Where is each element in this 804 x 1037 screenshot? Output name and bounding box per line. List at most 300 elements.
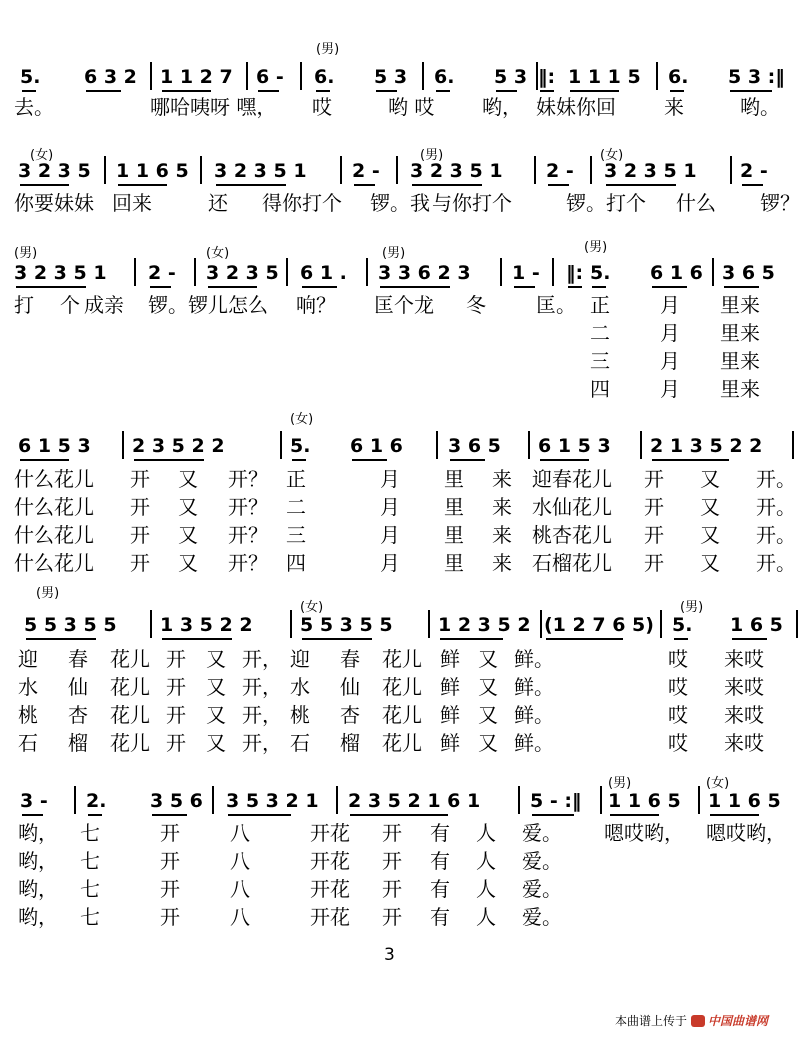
beam-line (440, 638, 503, 640)
lyric-text: 月 (660, 321, 680, 345)
beam-line (546, 638, 623, 640)
beam-line (436, 90, 450, 92)
lyric-text: 月 (380, 467, 400, 491)
lyric-text: 又 (206, 675, 226, 699)
voice-marker: (男) (14, 246, 38, 261)
note-group: 6 3 2 (84, 66, 137, 88)
lyric-text: 哎 (668, 675, 688, 699)
note-group: 3 2 3 5 (206, 262, 279, 284)
lyric-text: 人 (476, 905, 496, 929)
lyric-text: 又 (206, 703, 226, 727)
bar-line (340, 156, 342, 184)
note-group: ‖: (566, 262, 584, 284)
lyric-text: 与你打个 (432, 191, 512, 215)
note-group: 5. (20, 66, 41, 88)
note-group: 3 6 5 (448, 435, 501, 457)
lyric-text: 开？ (228, 495, 268, 519)
beam-line (670, 90, 684, 92)
lyric-text: 有 (430, 821, 450, 845)
lyric-text: 哟， (18, 877, 58, 901)
lyric-text: 鲜 (440, 703, 460, 727)
lyric-text: 开， (242, 731, 282, 755)
bar-line (536, 62, 538, 90)
beam-line (514, 286, 535, 288)
note-group: 1 1 6 5 (708, 790, 781, 812)
bar-line (246, 62, 248, 90)
lyric-text: 又 (700, 467, 720, 491)
voice-marker: (女) (206, 246, 230, 261)
beam-line (652, 286, 687, 288)
note-group: 5. (290, 435, 311, 457)
lyric-text: 锣。锣儿怎么 (148, 293, 268, 317)
lyric-text: 来 (492, 551, 512, 575)
bar-line (300, 62, 302, 90)
lyric-text: 开， (242, 675, 282, 699)
lyric-text: 花儿 (110, 703, 150, 727)
lyric-text: 来哎 (724, 703, 764, 727)
site-logo-icon (691, 1015, 705, 1027)
note-group: 3 - (20, 790, 48, 812)
lyric-text: 春 (68, 647, 88, 671)
beam-line (652, 459, 729, 461)
lyric-text: 哟， (18, 849, 58, 873)
lyric-text: 八 (230, 849, 250, 873)
beam-line (450, 459, 485, 461)
lyric-text: 哟， (18, 905, 58, 929)
note-group: 3 5 3 2 1 (226, 790, 319, 812)
note-group: 6 1 5 3 (18, 435, 91, 457)
beam-line (134, 459, 204, 461)
note-group: 5. (590, 262, 611, 284)
beam-line (592, 286, 606, 288)
note-group: 3 2 3 5 1 (604, 160, 697, 182)
beam-line (162, 90, 211, 92)
lyric-text: 开 (644, 551, 664, 575)
beam-line (732, 638, 767, 640)
note-group: 5 - :‖ (530, 790, 582, 812)
lyric-text: 开 (644, 495, 664, 519)
lyric-text: 开。 (756, 523, 796, 547)
lyric-text: 开 (160, 849, 180, 873)
lyric-text: 鲜 (440, 731, 460, 755)
bar-line (500, 258, 502, 286)
lyric-text: 七 (80, 849, 100, 873)
note-group: 1 3 5 2 2 (160, 614, 253, 636)
lyric-text: 人 (476, 849, 496, 873)
lyric-text: 开 (382, 821, 402, 845)
lyric-text: 开 (382, 877, 402, 901)
lyric-text: 又 (478, 675, 498, 699)
lyric-text: 杏 (340, 703, 360, 727)
note-group: 3 2 3 5 1 (410, 160, 503, 182)
lyric-text: 来 (492, 523, 512, 547)
lyric-text: 水 (290, 675, 310, 699)
lyric-text: 水 (18, 675, 38, 699)
beam-line (22, 90, 36, 92)
lyric-text: 里 (444, 523, 464, 547)
lyric-text: 月 (380, 495, 400, 519)
page-number: 3 (384, 945, 395, 965)
voice-marker: (男) (584, 240, 608, 255)
beam-line (496, 90, 517, 92)
note-group: 6. (314, 66, 335, 88)
lyric-text: 月 (380, 551, 400, 575)
lyric-text: 七 (80, 905, 100, 929)
bar-line (74, 786, 76, 814)
lyric-text: 来 (492, 495, 512, 519)
note-group: 2 - (352, 160, 380, 182)
voice-marker: (男) (316, 42, 340, 57)
lyric-text: 去。 (14, 95, 54, 119)
note-group: 3 3 6 2 3 (378, 262, 471, 284)
lyric-text: 鲜 (440, 647, 460, 671)
lyric-text: 桃 (290, 703, 310, 727)
bar-line (422, 62, 424, 90)
lyric-text: 什么花儿 (14, 551, 94, 575)
note-group: 3 2 3 5 1 (214, 160, 307, 182)
bar-line (600, 786, 602, 814)
beam-line (208, 286, 257, 288)
beam-line (674, 638, 688, 640)
lyric-text: 哎 (668, 731, 688, 755)
beam-line (532, 814, 574, 816)
lyric-text: 回来 (112, 191, 152, 215)
bar-line (134, 258, 136, 286)
voice-marker: (女) (290, 412, 314, 427)
lyric-text: 八 (230, 905, 250, 929)
note-group: 6 1 5 3 (538, 435, 611, 457)
note-group: 3 2 3 5 (18, 160, 91, 182)
lyric-text: 开 (130, 467, 150, 491)
note-group: 6 - (256, 66, 284, 88)
lyric-text: 哎 (668, 703, 688, 727)
bar-line (194, 258, 196, 286)
voice-marker: (男) (382, 246, 406, 261)
bar-line (104, 156, 106, 184)
lyric-text: 二 (590, 321, 610, 345)
note-group: 2 3 5 2 2 (132, 435, 225, 457)
lyric-text: 有 (430, 905, 450, 929)
lyric-text: 开 (382, 905, 402, 929)
bar-line (656, 62, 658, 90)
lyric-text: 里来 (720, 349, 760, 373)
beam-line (86, 90, 121, 92)
lyric-text: 又 (178, 523, 198, 547)
lyric-text: 花儿 (382, 731, 422, 755)
beam-line (412, 184, 482, 186)
voice-marker: (女) (30, 148, 54, 163)
lyric-text: 开 (166, 731, 186, 755)
lyric-text: 八 (230, 877, 250, 901)
lyric-text: 鲜。 (514, 731, 554, 755)
lyric-text: 开？ (228, 523, 268, 547)
beam-line (20, 459, 69, 461)
note-group: 2 - (546, 160, 574, 182)
lyric-text: 里来 (720, 377, 760, 401)
lyric-text: 又 (700, 495, 720, 519)
bar-line (640, 431, 642, 459)
lyric-text: 爱。 (522, 849, 562, 873)
beam-line (20, 184, 69, 186)
beam-line (742, 184, 763, 186)
lyric-text: 爱。 (522, 821, 562, 845)
note-group: 5 3 (374, 66, 408, 88)
note-group: 1 2 3 5 2 (438, 614, 531, 636)
voice-marker: (男) (608, 776, 632, 791)
lyric-text: 里 (444, 467, 464, 491)
lyric-text: 里来 (720, 321, 760, 345)
voice-marker: (男) (36, 586, 60, 601)
beam-line (118, 184, 167, 186)
lyric-text: 鲜。 (514, 647, 554, 671)
bar-line (122, 431, 124, 459)
lyric-text: 又 (478, 703, 498, 727)
beam-line (540, 459, 589, 461)
lyric-text: 开 (130, 495, 150, 519)
lyric-text: 开 (160, 905, 180, 929)
note-group: 2 - (148, 262, 176, 284)
bar-line (660, 610, 662, 638)
lyric-text: 开。 (756, 495, 796, 519)
beam-line (730, 90, 772, 92)
lyric-text: 开 (130, 523, 150, 547)
lyric-text: 还 (208, 191, 228, 215)
lyric-text: 匡。 (536, 293, 576, 317)
lyric-text: 开 (160, 821, 180, 845)
lyric-text: 开 (166, 703, 186, 727)
lyric-text: 匡个龙 (374, 293, 434, 317)
lyric-text: 花儿 (110, 675, 150, 699)
lyric-text: 石榴花儿 (532, 551, 612, 575)
lyric-text: 鲜。 (514, 675, 554, 699)
lyric-text: 哎 (312, 95, 332, 119)
lyric-text: 开， (242, 703, 282, 727)
note-group: 2 - (740, 160, 768, 182)
lyric-text: 开？ (228, 467, 268, 491)
beam-line (724, 286, 759, 288)
lyric-text: 鲜 (440, 675, 460, 699)
lyric-text: 桃杏花儿 (532, 523, 612, 547)
lyric-text: 爱。 (522, 877, 562, 901)
lyric-text: 嗯哎哟， (706, 821, 786, 845)
bar-line (730, 156, 732, 184)
beam-line (548, 184, 569, 186)
bar-line (366, 258, 368, 286)
beam-line (16, 286, 86, 288)
bar-line (518, 786, 520, 814)
bar-line (396, 156, 398, 184)
lyric-text: 锣。我 (370, 191, 430, 215)
lyric-text: 锣？ (760, 191, 800, 215)
note-group: 5 5 3 5 5 (24, 614, 117, 636)
note-group: 1 1 2 7 (160, 66, 233, 88)
note-group: 3 6 5 (722, 262, 775, 284)
lyric-text: 开 (644, 467, 664, 491)
lyric-text: 又 (206, 731, 226, 755)
lyric-text: 来 (664, 95, 684, 119)
beam-line (316, 90, 330, 92)
note-group: 6 1 6 (350, 435, 403, 457)
lyric-text: 什么花儿 (14, 467, 94, 491)
lyric-text: 迎 (290, 647, 310, 671)
note-group: 3 5 6 (150, 790, 203, 812)
bar-line (792, 431, 794, 459)
bar-line (150, 610, 152, 638)
lyric-text: 哟。 (740, 95, 780, 119)
lyric-text: 响？ (296, 293, 336, 317)
lyric-text: 又 (178, 495, 198, 519)
lyric-text: 嗯哎哟， (604, 821, 684, 845)
voice-marker: (女) (300, 600, 324, 615)
beam-line (150, 286, 171, 288)
lyric-text: 仙 (340, 675, 360, 699)
bar-line (336, 786, 338, 814)
lyric-text: 正 (590, 293, 610, 317)
lyric-text: 月 (660, 349, 680, 373)
lyric-text: 仙 (68, 675, 88, 699)
lyric-text: 锣。打 (566, 191, 626, 215)
lyric-text: 个 (626, 191, 646, 215)
lyric-text: 有 (430, 877, 450, 901)
beam-line (570, 90, 619, 92)
lyric-text: 来哎 (724, 647, 764, 671)
lyric-text: 开。 (756, 467, 796, 491)
lyric-text: 春 (340, 647, 360, 671)
lyric-text: 杏 (68, 703, 88, 727)
note-group: 5. (672, 614, 693, 636)
lyric-text: 三 (286, 523, 306, 547)
note-group: ‖: (538, 66, 556, 88)
lyric-text: 三 (590, 349, 610, 373)
beam-line (606, 184, 676, 186)
bar-line (712, 258, 714, 286)
footer-prefix: 本曲谱上传于 (615, 1014, 688, 1028)
lyric-text: 七 (80, 821, 100, 845)
lyric-text: 花儿 (110, 647, 150, 671)
note-group: 1 1 1 5 (568, 66, 641, 88)
beam-line (540, 90, 554, 92)
lyric-text: 又 (478, 647, 498, 671)
lyric-text: 花儿 (382, 675, 422, 699)
note-group: 2. (86, 790, 107, 812)
lyric-text: 里 (444, 551, 464, 575)
lyric-text: 又 (700, 523, 720, 547)
lyric-text: 哟， (18, 821, 58, 845)
voice-marker: (女) (600, 148, 624, 163)
bar-line (528, 431, 530, 459)
footer-site: 中国曲谱网 (708, 1014, 769, 1028)
lyric-text: 冬 (466, 293, 486, 317)
lyric-text: 月 (380, 523, 400, 547)
beam-line (88, 814, 102, 816)
lyric-text: 水仙花儿 (532, 495, 612, 519)
lyric-text: 四 (286, 551, 306, 575)
lyric-text: 哎 (668, 647, 688, 671)
lyric-text: 来哎 (724, 731, 764, 755)
lyric-text: 打 (14, 293, 34, 317)
note-group: 3 2 3 5 1 (14, 262, 107, 284)
beam-line (380, 286, 450, 288)
lyric-text: 八 (230, 821, 250, 845)
bar-line (552, 258, 554, 286)
beam-line (302, 638, 372, 640)
lyric-text: 开花 (310, 849, 350, 873)
lyric-text: 月 (660, 377, 680, 401)
bar-line (698, 786, 700, 814)
beam-line (352, 459, 387, 461)
bar-line (150, 62, 152, 90)
lyric-text: 石 (290, 731, 310, 755)
bar-line (796, 610, 798, 638)
lyric-text: 榴 (340, 731, 360, 755)
note-group: 5 3 (494, 66, 528, 88)
lyric-text: 又 (178, 467, 198, 491)
lyric-text: 开 (382, 849, 402, 873)
lyric-text: 什么花儿 (14, 495, 94, 519)
lyric-text: 鲜。 (514, 703, 554, 727)
note-group: 1 6 5 (730, 614, 783, 636)
lyric-text: 有 (430, 849, 450, 873)
voice-marker: (女) (706, 776, 730, 791)
lyric-text: 哟， (482, 95, 522, 119)
lyric-text: 开花 (310, 877, 350, 901)
voice-marker: (男) (680, 600, 704, 615)
lyric-text: 人 (476, 821, 496, 845)
lyric-text: 开。 (756, 551, 796, 575)
lyric-text: 开 (644, 523, 664, 547)
lyric-text: 妹妹你回 (536, 95, 616, 119)
lyric-text: 来 (492, 467, 512, 491)
lyric-text: 二 (286, 495, 306, 519)
lyric-text: 正 (286, 467, 306, 491)
lyric-text: 个 (60, 293, 80, 317)
lyric-text: 七 (80, 877, 100, 901)
voice-marker: (男) (420, 148, 444, 163)
lyric-text: 四 (590, 377, 610, 401)
lyric-text: 花儿 (382, 647, 422, 671)
beam-line (152, 814, 187, 816)
footer-credit (615, 1012, 768, 1029)
lyric-text: 开花 (310, 905, 350, 929)
note-group: 6. (434, 66, 455, 88)
beam-line (350, 814, 448, 816)
lyric-text: 来哎 (724, 675, 764, 699)
lyric-text: 又 (206, 647, 226, 671)
note-group: (1 2 7 6 5) (544, 614, 654, 636)
bar-line (436, 431, 438, 459)
lyric-text: 爱。 (522, 905, 562, 929)
beam-line (162, 638, 232, 640)
beam-line (292, 459, 306, 461)
bar-line (280, 431, 282, 459)
lyric-text: 哪哈咦呀 嘿， (150, 95, 277, 119)
lyric-text: 迎 (18, 647, 38, 671)
lyric-text: 开 (130, 551, 150, 575)
bar-line (212, 786, 214, 814)
lyric-text: 花儿 (110, 731, 150, 755)
bar-line (200, 156, 202, 184)
beam-line (228, 814, 291, 816)
lyric-text: 花儿 (382, 703, 422, 727)
beam-line (22, 814, 43, 816)
lyric-text: 里 (444, 495, 464, 519)
beam-line (216, 184, 286, 186)
lyric-text: 什么花儿 (14, 523, 94, 547)
lyric-text: 哟 哎 (388, 95, 435, 119)
lyric-text: 又 (178, 551, 198, 575)
bar-line (534, 156, 536, 184)
note-group: 1 1 6 5 (608, 790, 681, 812)
